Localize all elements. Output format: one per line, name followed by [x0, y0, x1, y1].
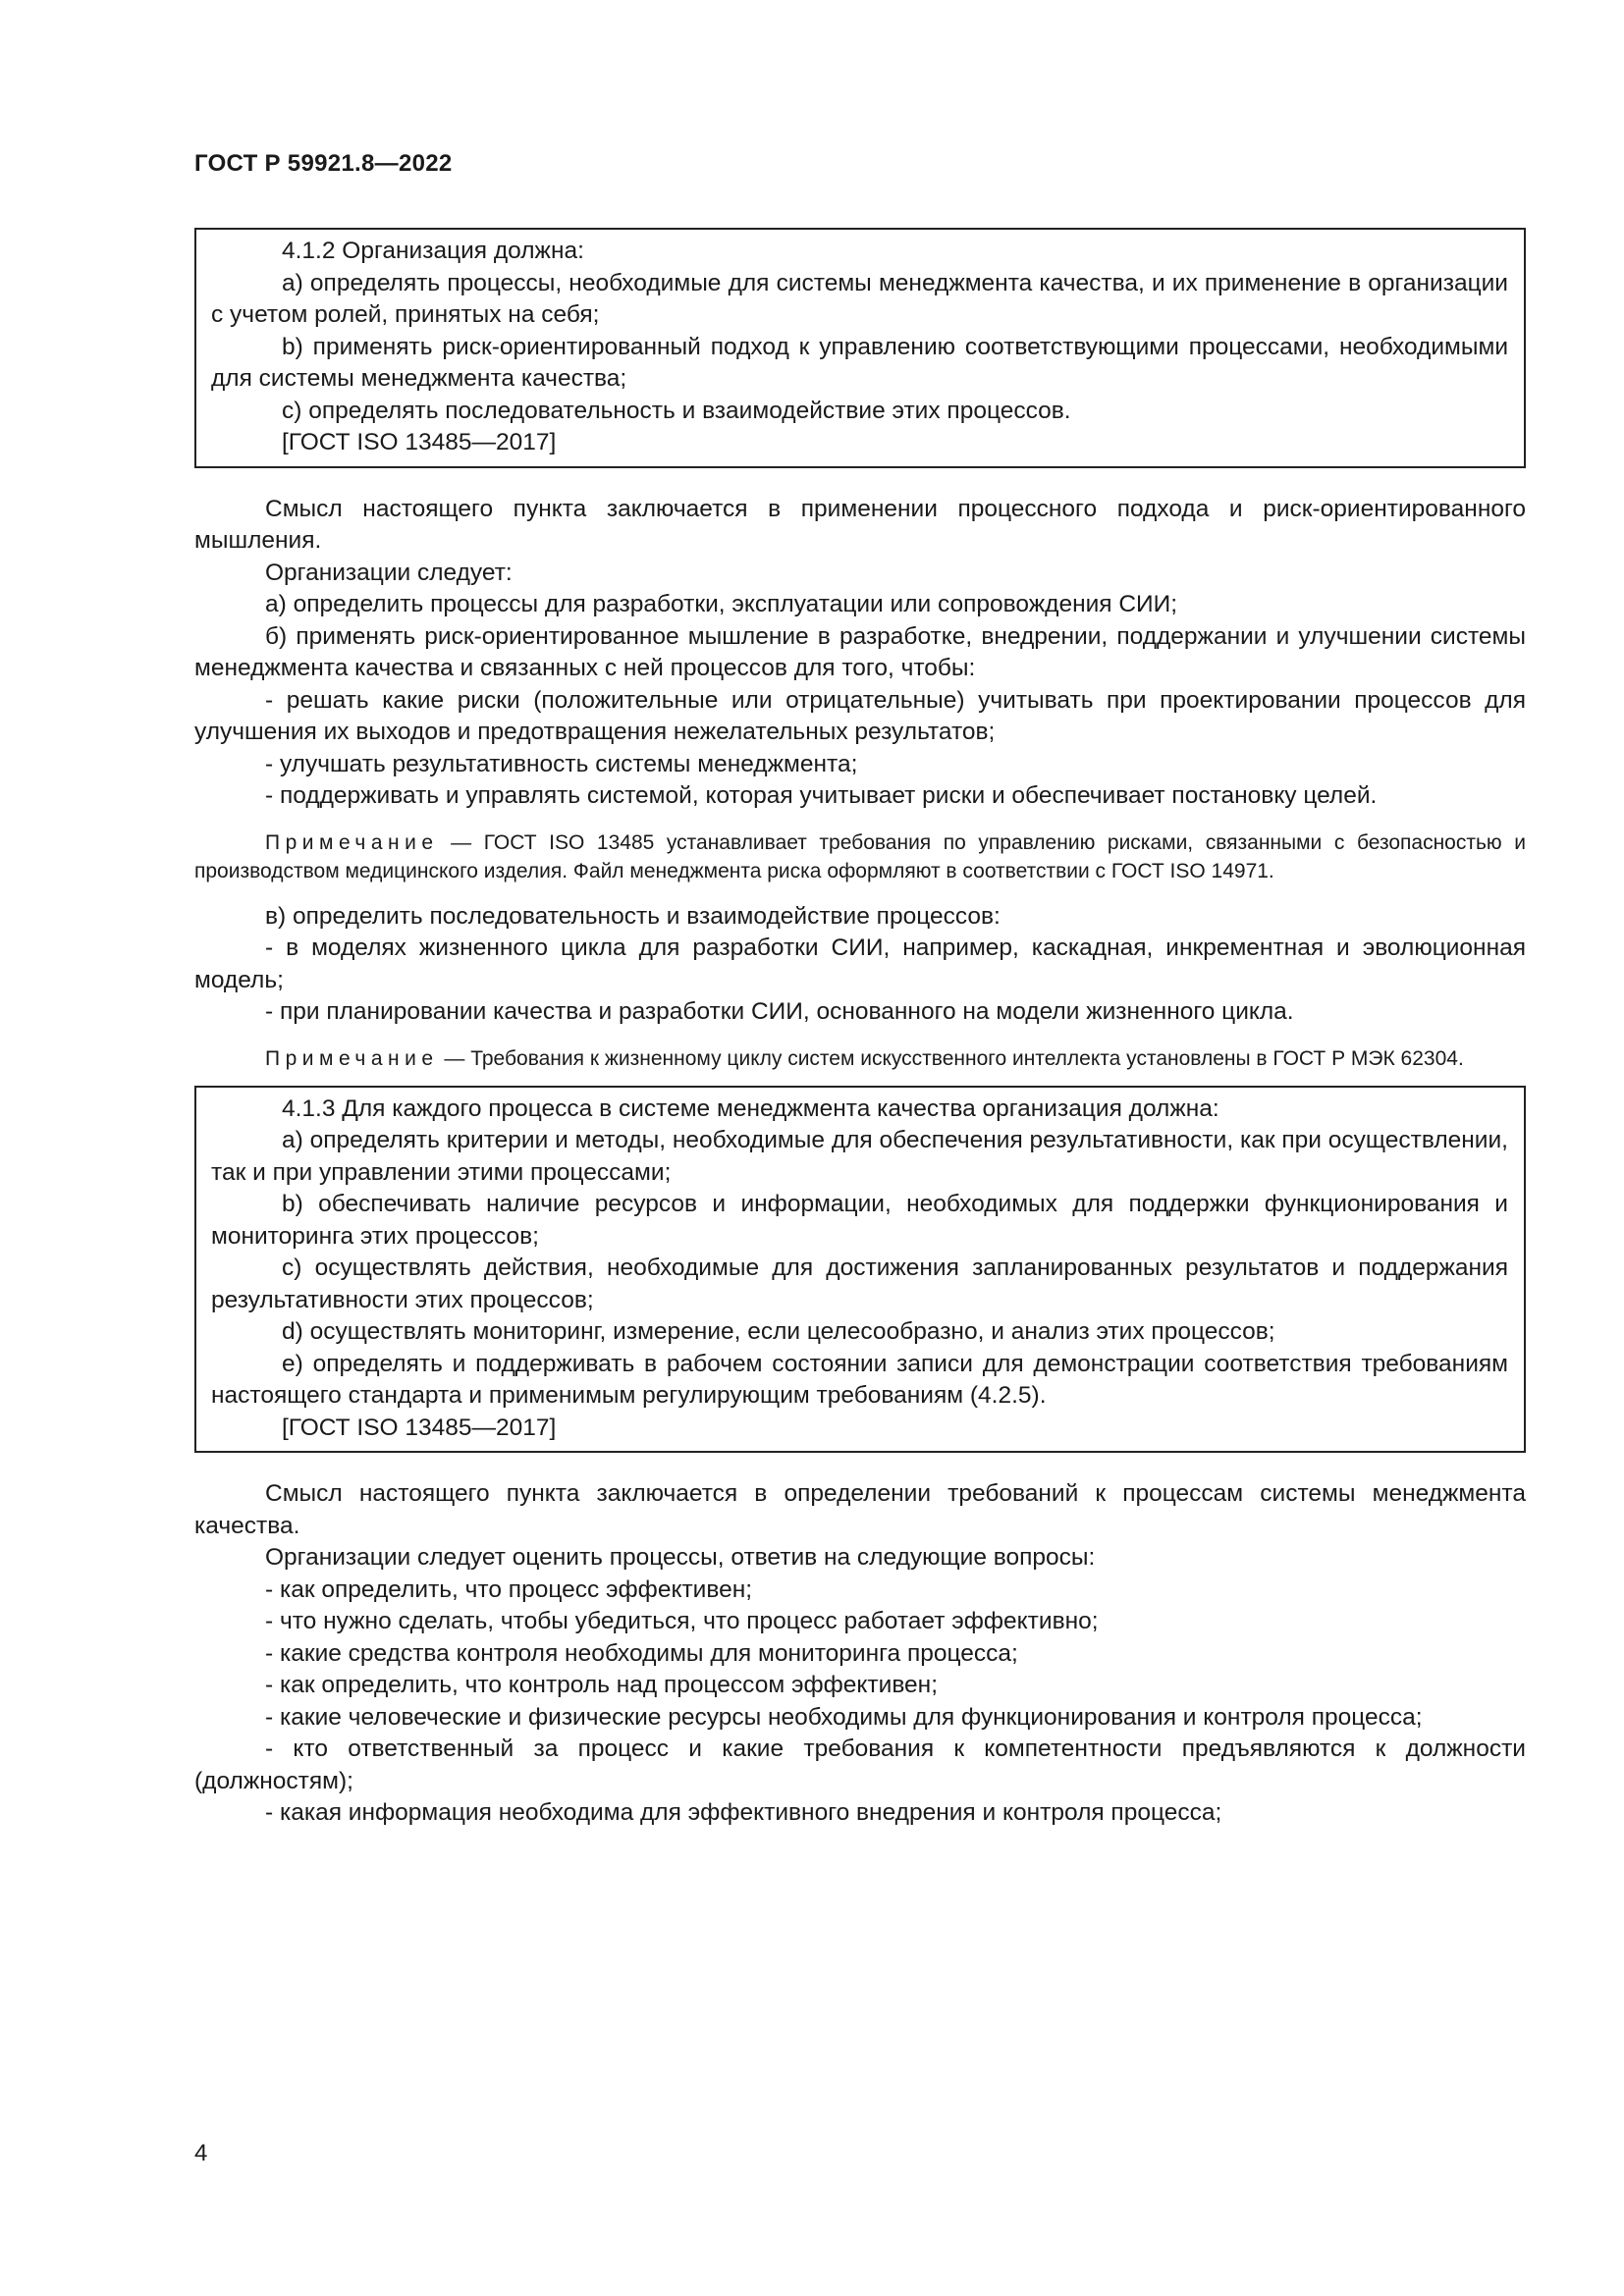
- note-text: — Требования к жизненному циклу систем искусственного интеллекта установлены в ГОСТ Р МЭК 62304.: [438, 1046, 1464, 1070]
- list-item: - что нужно сделать, чтобы убедиться, что процесс работает эффективно;: [265, 1608, 1099, 1634]
- list-item: - какие средства контроля необходимы для мониторинга процесса;: [265, 1639, 1018, 1667]
- document-header: ГОСТ Р 59921.8—2022: [194, 150, 453, 177]
- list-item: - как определить, что процесс эффективен;: [265, 1575, 753, 1603]
- paragraph: Смысл настоящего пункта заключается в применении процессного подхода и риск-ориентированного мышления.: [194, 495, 1526, 554]
- note: [194, 1044, 1526, 1073]
- box-line: 4.1.3 Для каждого процесса в системе менеджмента качества организация должна:: [282, 1095, 1219, 1122]
- list-item: - в моделях жизненного цикла для разработки СИИ, например, каскадная, инкрементная и эволюционная модель;: [194, 934, 1526, 993]
- note-label: Примечание: [265, 1046, 439, 1070]
- list-item: в) определить последовательность и взаимодействие процессов:: [265, 902, 1001, 930]
- box-line: c) осуществлять действия, необходимые для достижения запланированных результатов и поддержания результативности этих процессов;: [211, 1255, 1508, 1313]
- box-line: a) определять критерии и методы, необходимые для обеспечения результативности, как при осуществлении, так и при управлении этими процессами;: [211, 1127, 1508, 1186]
- list-item: - какая информация необходима для эффективного внедрения и контроля процесса;: [265, 1799, 1222, 1826]
- list-item: - поддерживать и управлять системой, которая учитывает риски и обеспечивает постановку целей.: [265, 782, 1378, 809]
- page-number: 4: [194, 2140, 208, 2166]
- box-line: b) обеспечивать наличие ресурсов и информации, необходимых для поддержки функционирования и мониторинга этих процессов;: [211, 1191, 1508, 1250]
- box-reference: [ГОСТ ISO 13485—2017]: [282, 1414, 557, 1441]
- paragraph: Организации следует:: [265, 559, 513, 586]
- paragraph: Организации следует оценить процессы, ответив на следующие вопросы:: [265, 1544, 1096, 1571]
- list-item: - какие человеческие и физические ресурсы необходимы для функционирования и контроля процесса;: [265, 1703, 1423, 1731]
- box-line: 4.1.2 Организация должна:: [282, 238, 584, 264]
- box-line: d) осуществлять мониторинг, измерение, если целесообразно, и анализ этих процессов;: [282, 1318, 1275, 1345]
- box-reference: [ГОСТ ISO 13485—2017]: [282, 429, 557, 455]
- note: [194, 828, 1526, 885]
- list-item: - улучшать результативность системы менеджмента;: [265, 750, 858, 777]
- note-label: Примечание: [265, 830, 439, 854]
- page-content: [194, 228, 1526, 1830]
- list-item: - решать какие риски (положительные или отрицательные) учитывать при проектировании процессов для улучшения их выходов и предотвращения нежелательных результатов;: [194, 686, 1526, 745]
- paragraph: Смысл настоящего пункта заключается в определении требований к процессам системы менеджмента качества.: [194, 1480, 1526, 1539]
- list-item: б) применять риск-ориентированное мышление в разработке, внедрении, поддержании и улучшении системы менеджмента качества и связанных с ней процессов для того, чтобы:: [194, 622, 1526, 681]
- box-line: a) определять процессы, необходимые для системы менеджмента качества, и их применение в организации с учетом ролей, принятых на себя;: [211, 269, 1508, 328]
- list-item: - кто ответственный за процесс и какие требования к компетентности предъявляются к должности (должностям);: [194, 1735, 1526, 1794]
- quote-box-4-1-2: [194, 228, 1526, 468]
- section-process-sequence: [194, 901, 1526, 1029]
- box-line: b) применять риск-ориентированный подход к управлению соответствующими процессами, необходимыми для системы менеджмента качества;: [211, 333, 1508, 392]
- section-explanation-4-1-3: [194, 1478, 1526, 1830]
- box-line: c) определять последовательность и взаимодействие этих процессов.: [282, 397, 1071, 424]
- list-item: - при планировании качества и разработки СИИ, основанного на модели жизненного цикла.: [265, 998, 1294, 1025]
- section-explanation-4-1-2: [194, 494, 1526, 813]
- quote-box-4-1-3: [194, 1086, 1526, 1454]
- list-item: - как определить, что контроль над процессом эффективен;: [265, 1672, 939, 1698]
- list-item: а) определить процессы для разработки, эксплуатации или сопровождения СИИ;: [265, 591, 1178, 617]
- box-line: e) определять и поддерживать в рабочем состоянии записи для демонстрации соответствия требованиям настоящего стандарта и применимым регулирующим требованиям (4.2.5).: [211, 1350, 1508, 1409]
- note-text: — ГОСТ ISO 13485 устанавливает требования по управлению рисками, связанными с безопасностью и производством медицинского изделия. Файл менеджмента риска оформляют в соответствии с ГОСТ ISO 14971.: [194, 830, 1526, 882]
